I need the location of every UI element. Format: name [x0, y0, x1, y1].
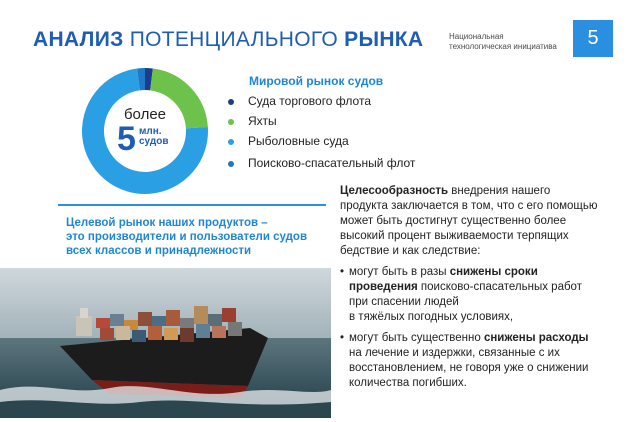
bullet2-text-c: восстановлением, не говоря уже о снижении	[349, 362, 589, 374]
lead-line-3: может быть достигнут существенно более	[340, 215, 567, 227]
target-line-1: Целевой рынок наших продуктов –	[66, 217, 268, 229]
org-name	[449, 32, 559, 52]
legend-label: Поисково-спасательный флот	[248, 156, 416, 170]
page-title	[33, 28, 423, 52]
legend-label: Суда торгового флота	[248, 94, 371, 108]
legend-label: Рыболовные суда	[248, 134, 349, 148]
lead-line-2: продукта заключается в том, что с его помощью	[340, 200, 598, 212]
donut-unit-line-2: судов	[139, 136, 169, 147]
lead-paragraph	[340, 184, 610, 259]
page-number: 5	[573, 20, 613, 57]
divider	[58, 204, 326, 206]
donut-unit-line-1: млн.	[139, 126, 162, 137]
bullet1-text-c: при спасении людей	[349, 296, 459, 308]
bullet2-bold: снижены расходы	[483, 332, 589, 344]
legend-dot-icon	[228, 161, 234, 167]
bullet2-text-b: на лечение и издержки, связанные с их	[349, 347, 560, 359]
bullet2-text-d: количества погибших.	[349, 377, 467, 389]
bullet-item	[340, 331, 610, 391]
org-line-1: Национальная	[449, 32, 504, 41]
target-line-3: всех классов и принадлежности	[66, 245, 252, 257]
title-bold-1: АНАЛИЗ	[33, 28, 124, 51]
bullet1-text-a: могут быть в разы	[349, 266, 450, 278]
rationale-text	[340, 184, 610, 391]
bullet1-text-b: поисково-спасательных работ	[417, 281, 582, 293]
donut-center	[81, 67, 209, 195]
target-market-text	[66, 216, 330, 258]
bullet-item	[340, 265, 610, 325]
legend-dot-icon	[228, 139, 234, 145]
bullet1-bold-b: проведения	[349, 281, 418, 293]
title-regular: ПОТЕНЦИАЛЬНОГО	[129, 28, 339, 51]
org-line-2: технологическая инициатива	[449, 42, 557, 51]
legend-dot-icon	[228, 119, 234, 125]
cargo-ship-storm-photo	[0, 268, 331, 418]
bullet1-text-d: в тяжёлых погодных условиях,	[349, 311, 514, 323]
bullet-dot-icon: •	[340, 266, 345, 278]
lead-bold: Целесообразность	[340, 185, 449, 197]
bullet-dot-icon: •	[340, 332, 345, 344]
target-line-2: это производители и пользователи судов	[66, 231, 308, 243]
donut-prefix: более	[123, 106, 167, 123]
bullet2-text-a: могут быть существенно	[349, 332, 484, 344]
legend-label: Яхты	[248, 114, 277, 128]
legend-dot-icon	[228, 99, 234, 105]
lead-line-5: бедствие и как следствие:	[340, 245, 481, 257]
donut-number: 5	[117, 120, 136, 158]
lead-rest: внедрения нашего	[448, 185, 551, 197]
title-bold-2: РЫНКА	[344, 28, 424, 51]
legend-title: Мировой рынок судов	[249, 74, 384, 88]
donut-unit	[139, 127, 168, 147]
donut-chart	[81, 67, 209, 195]
bullet1-bold-a: снижены сроки	[449, 266, 538, 278]
lead-line-4: высокий процент выживаемости терпящих	[340, 230, 569, 242]
